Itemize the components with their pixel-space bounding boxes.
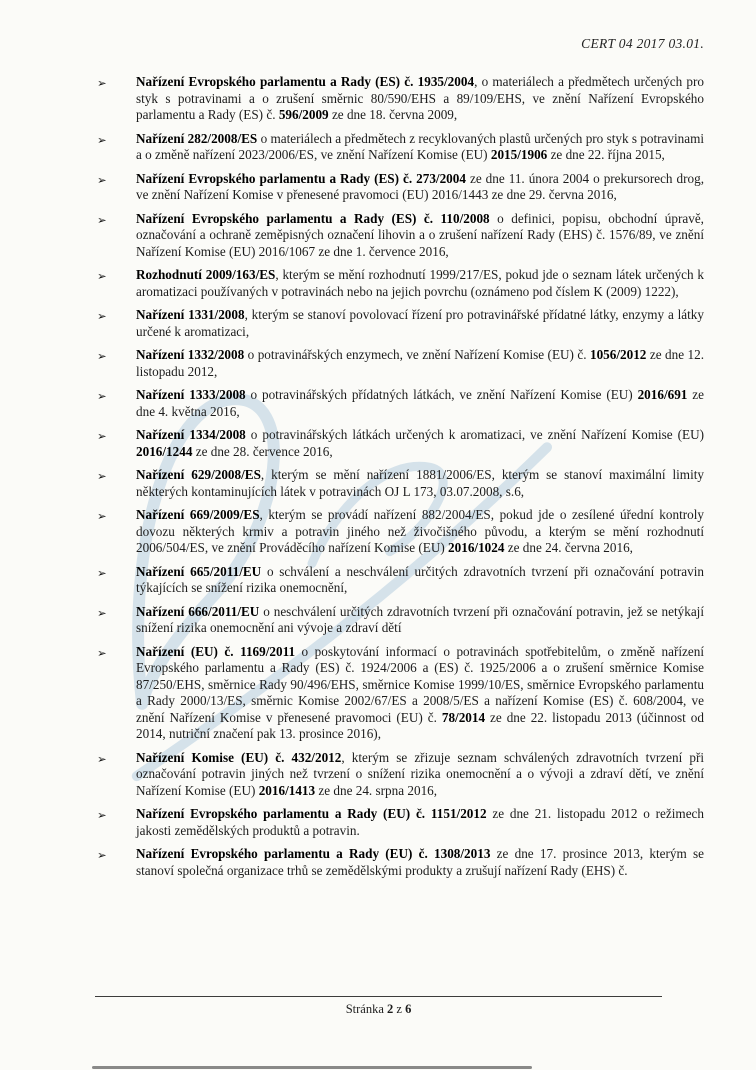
arrow-bullet-icon: ➢ [97, 509, 107, 523]
item-text: Nařízení Evropského parlamentu a Rady (EU) č. 1308/2013 ze dne 17. prosince 2013, kterým se stanoví společná organizace trhů se zemědělskými produkty a zrušují nařízení Rady (EHS) č. [136, 846, 704, 878]
arrow-bullet-icon: ➢ [97, 212, 107, 227]
list-item [97, 806, 704, 839]
list-item [97, 427, 704, 460]
arrow-bullet-icon: ➢ [97, 349, 107, 363]
item-text: Nařízení 1331/2008, kterým se stanoví povolovací řízení pro potravinářské přídatné látky, enzymy a látky určené k aromatizaci, [136, 307, 704, 339]
page-footer [95, 996, 662, 1017]
regulation-list [97, 74, 704, 886]
arrow-bullet-icon: ➢ [97, 645, 107, 660]
list-item [97, 267, 704, 300]
list-item [97, 307, 704, 340]
arrow-bullet-icon: ➢ [97, 469, 107, 483]
item-text: Rozhodnutí 2009/163/ES, kterým se mění rozhodnutí 1999/217/ES, pokud jde o seznam látek určených k aromatizaci používaných v potravinách nebo na jejich povrchu (oznámeno pod číslem K (2009) 1222), [136, 267, 704, 299]
list-item [97, 131, 704, 164]
footer-text: Stránka 2 z 6 [345, 1002, 412, 1016]
item-text: Nařízení Evropského parlamentu a Rady (ES) č. 110/2008 o definici, popisu, obchodní úpravě, označování a ochraně zeměpisných označení lihovin a o zrušení nařízení Rady (EHS) č. 1576/89, ve znění Nařízení Komise (EU) 2016/1067 ze dne 1. července 2016, [136, 210, 704, 259]
list-item [97, 846, 704, 879]
item-text: Nařízení 1334/2008 o potravinářských látkách určených k aromatizaci, ve znění Nařízení Komise (EU) 2016/1244 ze dne 28. července 2016, [136, 427, 704, 459]
list-item [97, 467, 704, 500]
arrow-bullet-icon: ➢ [97, 76, 107, 90]
header-doc-code: CERT 04 2017 03.01. [581, 36, 704, 51]
arrow-bullet-icon: ➢ [97, 172, 107, 187]
arrow-bullet-icon: ➢ [97, 751, 107, 766]
arrow-bullet-icon: ➢ [97, 848, 107, 862]
arrow-bullet-icon: ➢ [97, 309, 107, 323]
item-text: Nařízení 1333/2008 o potravinářských přídatných látkách, ve znění Nařízení Komise (EU) 2016/691 ze dne 4. května 2016, [136, 387, 704, 419]
scan-artifact [92, 1066, 532, 1069]
list-item [97, 211, 704, 261]
list-item [97, 74, 704, 124]
list-item [97, 750, 704, 800]
item-text: Nařízení Komise (EU) č. 432/2012, kterým se zřizuje seznam schválených zdravotních tvrzení při označování potravin jiných než tvrzení o snížení rizika onemocnění a o vývoji a zdraví dětí, ve znění Nařízení Komise (EU) 2016/1413 ze dne 24. srpna 2016, [136, 749, 704, 798]
item-text: Nařízení 629/2008/ES, kterým se mění nařízení 1881/2006/ES, kterým se stanoví maximální limity některých kontaminujících látek v potravinách OJ L 173, 03.07.2008, s.6, [136, 467, 704, 499]
arrow-bullet-icon: ➢ [97, 132, 107, 147]
item-text: Nařízení (EU) č. 1169/2011 o poskytování informací o potravinách spotřebitelům, o změně nařízení Evropského parlamentu a Rady (ES) č. 1924/2006 a (ES) č. 1925/2006 a o zrušení směrnice Komise 87/250/EHS, směrnice Rady 90/496/EHS, směrnice Komise 1999/10/ES, směrnice Evropského parlamentu a Rady 2000/13/ES, směrnic Komise 2002/67/ES a 2008/5/ES a nařízení Komise (ES) č. 608/2004, ve znění Nařízení Komise v přenesené pravomoci (EU) č. 78/2014 ze dne 22. listopadu 2013 (účinnost od 2014, nutriční značení pak 13. prosince 2016), [136, 643, 704, 741]
list-item [97, 507, 704, 557]
list-item [97, 171, 704, 204]
list-item [97, 347, 704, 380]
arrow-bullet-icon: ➢ [97, 605, 107, 620]
arrow-bullet-icon: ➢ [97, 389, 107, 403]
item-text: Nařízení 669/2009/ES, kterým se provádí nařízení 882/2004/ES, pokud jde o zesílené úřední kontroly dovozu některých krmiv a potravin jiného než živočišného původu, a kterým se mění rozhodnutí 2006/504/ES, ve znění Prováděcího nařízení Komise (EU) 2016/1024 ze dne 24. června 2016, [136, 507, 704, 555]
item-text: Nařízení Evropského parlamentu a Rady (EU) č. 1151/2012 ze dne 21. listopadu 2012 o režimech jakosti zemědělských produktů a potravin. [136, 806, 704, 838]
arrow-bullet-icon: ➢ [97, 269, 107, 283]
item-text: Nařízení 666/2011/EU o neschválení určitých zdravotních tvrzení při označování potravin, jež se netýkají snížení rizika onemocnění ani vývoje a zdraví dětí [136, 603, 704, 635]
item-text: Nařízení 665/2011/EU o schválení a neschválení určitých zdravotních tvrzení při označování potravin týkajících se snížení rizika onemocnění, [136, 563, 704, 595]
arrow-bullet-icon: ➢ [97, 808, 107, 822]
arrow-bullet-icon: ➢ [97, 429, 107, 443]
list-item [97, 564, 704, 597]
list-item [97, 644, 704, 743]
item-text: Nařízení 1332/2008 o potravinářských enzymech, ve znění Nařízení Komise (EU) č. 1056/2012 ze dne 12. listopadu 2012, [136, 347, 704, 379]
item-text: Nařízení Evropského parlamentu a Rady (ES) č. 1935/2004, o materiálech a předmětech určených pro styk s potravinami a o zrušení směrnic 80/590/EHS a 89/109/EHS, ve znění Nařízení Evropského parlamentu a Rady (ES) č. 596/2009 ze dne 18. června 2009, [136, 74, 704, 122]
arrow-bullet-icon: ➢ [97, 565, 107, 580]
list-item [97, 604, 704, 637]
list-item [97, 387, 704, 420]
item-text: Nařízení Evropského parlamentu a Rady (ES) č. 273/2004 ze dne 11. února 2004 o prekursorech drog, ve znění Nařízení Komise v přenesené pravomoci (EU) 2016/1443 ze dne 29. června 2016, [136, 170, 704, 202]
item-text: Nařízení 282/2008/ES o materiálech a předmětech z recyklovaných plastů určených pro styk s potravinami a o změně nařízení 2023/2006/ES, ve znění Nařízení Komise (EU) 2015/1906 ze dne 22. října 2015, [136, 130, 705, 162]
